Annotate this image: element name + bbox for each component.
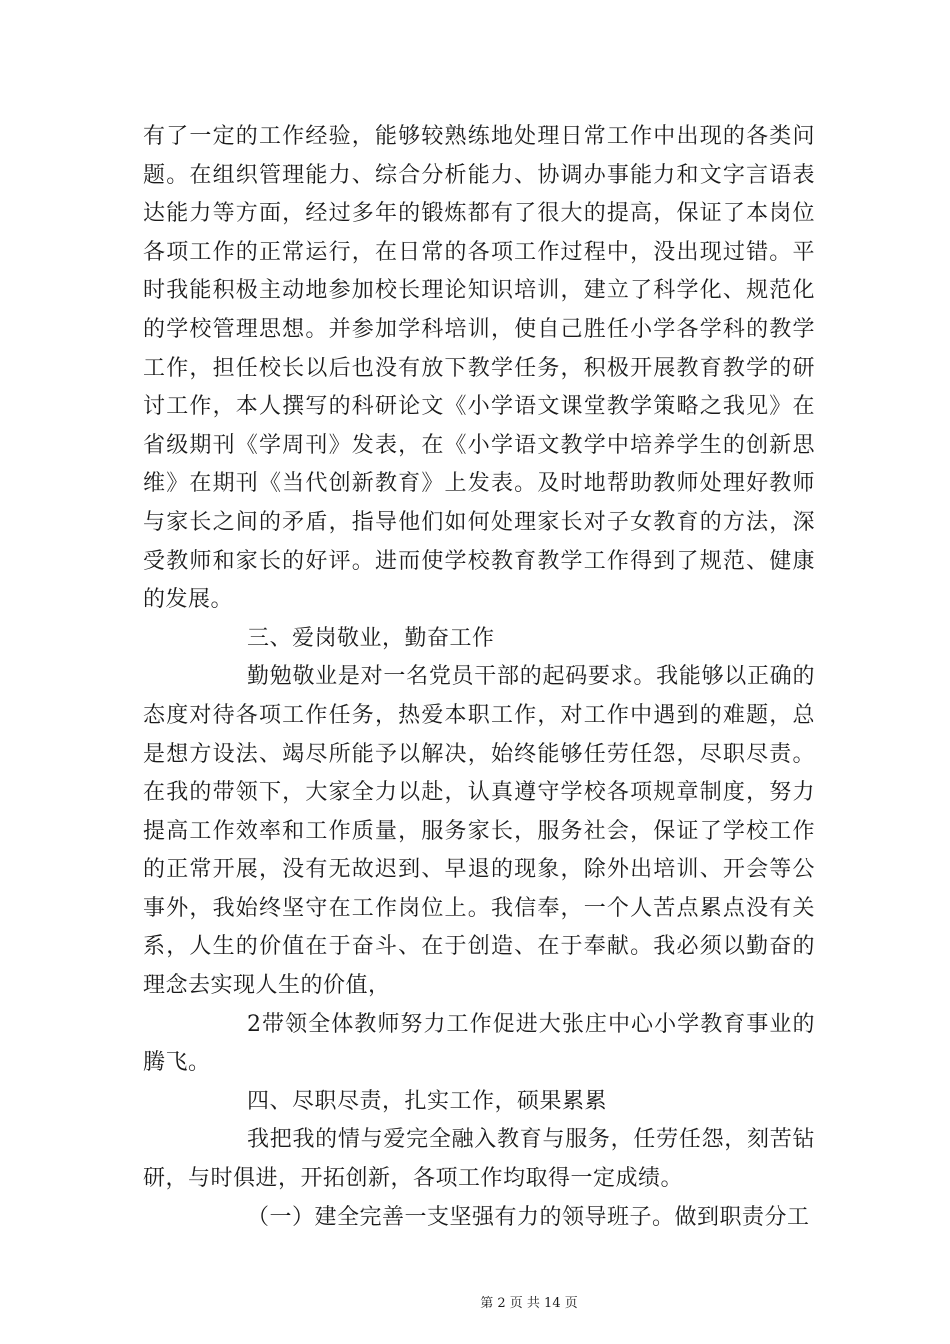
document-body [143,118,815,1237]
paragraph-leadership: 2带领全体教师努力工作促进大张庄中心小学教育事业的腾飞。 [143,1011,815,1076]
subsection-heading-1: （一）建全完善一支坚强有力的领导班子。做到职责分工 [247,1204,810,1230]
paragraph-continued: 有了一定的工作经验，能够较熟练地处理日常工作中出现的各类问题。在组织管理能力、综合分析能力、协调办事能力和文字言语表达能力等方面，经过多年的锻炼都有了很大的提高，保证了本岗位各项工作的正常运行，在日常的各项工作过程中，没出现过错。平时我能积极主动地参加校长理论知识培训，建立了科学化、规范化的学校管理思想。并参加学科培训，使自己胜任小学各学科的教学工作，担任校长以后也没有放下教学任务，积极开展教育教学的研讨工作，本人撰写的科研论文《小学语文课堂教学策略之我见》在省级期刊《学周刊》发表，在《小学语文教学中培养学生的创新思维》在期刊《当代创新教育》上发表。及时地帮助教师处理好教师与家长之间的矛盾，指导他们如何处理家长对子女教育的方法，深受教师和家长的好评。进而使学校教育教学工作得到了规范、健康的发展。 [143,124,815,613]
section-heading-3: 三、爱岗敬业，勤奋工作 [247,625,495,651]
page-number: 第 2 页 共 14 页 [480,1296,578,1311]
paragraph-dedication: 我把我的情与爱完全融入教育与服务，任劳任怨，刻苦钻研，与时俱进，开拓创新，各项工作均取得一定成绩。 [143,1127,815,1192]
section-heading-4: 四、尽职尽责，扎实工作，硕果累累 [247,1088,608,1114]
paragraph-diligence: 勤勉敬业是对一名党员干部的起码要求。我能够以正确的态度对待各项工作任务，热爱本职工作，对工作中遇到的难题，总是想方设法、竭尽所能予以解决，始终能够任劳任怨，尽职尽责。在我的带领下，大家全力以赴，认真遵守学校各项规章制度，努力提高工作效率和工作质量，服务家长，服务社会，保证了学校工作的正常开展，没有无故迟到、早退的现象，除外出培训、开会等公事外，我始终坚守在工作岗位上。我信奉，一个人苦点累点没有关系，人生的价值在于奋斗、在于创造、在于奉献。我必须以勤奋的理念去实现人生的价值， [143,664,815,999]
page-footer [0,1292,950,1311]
